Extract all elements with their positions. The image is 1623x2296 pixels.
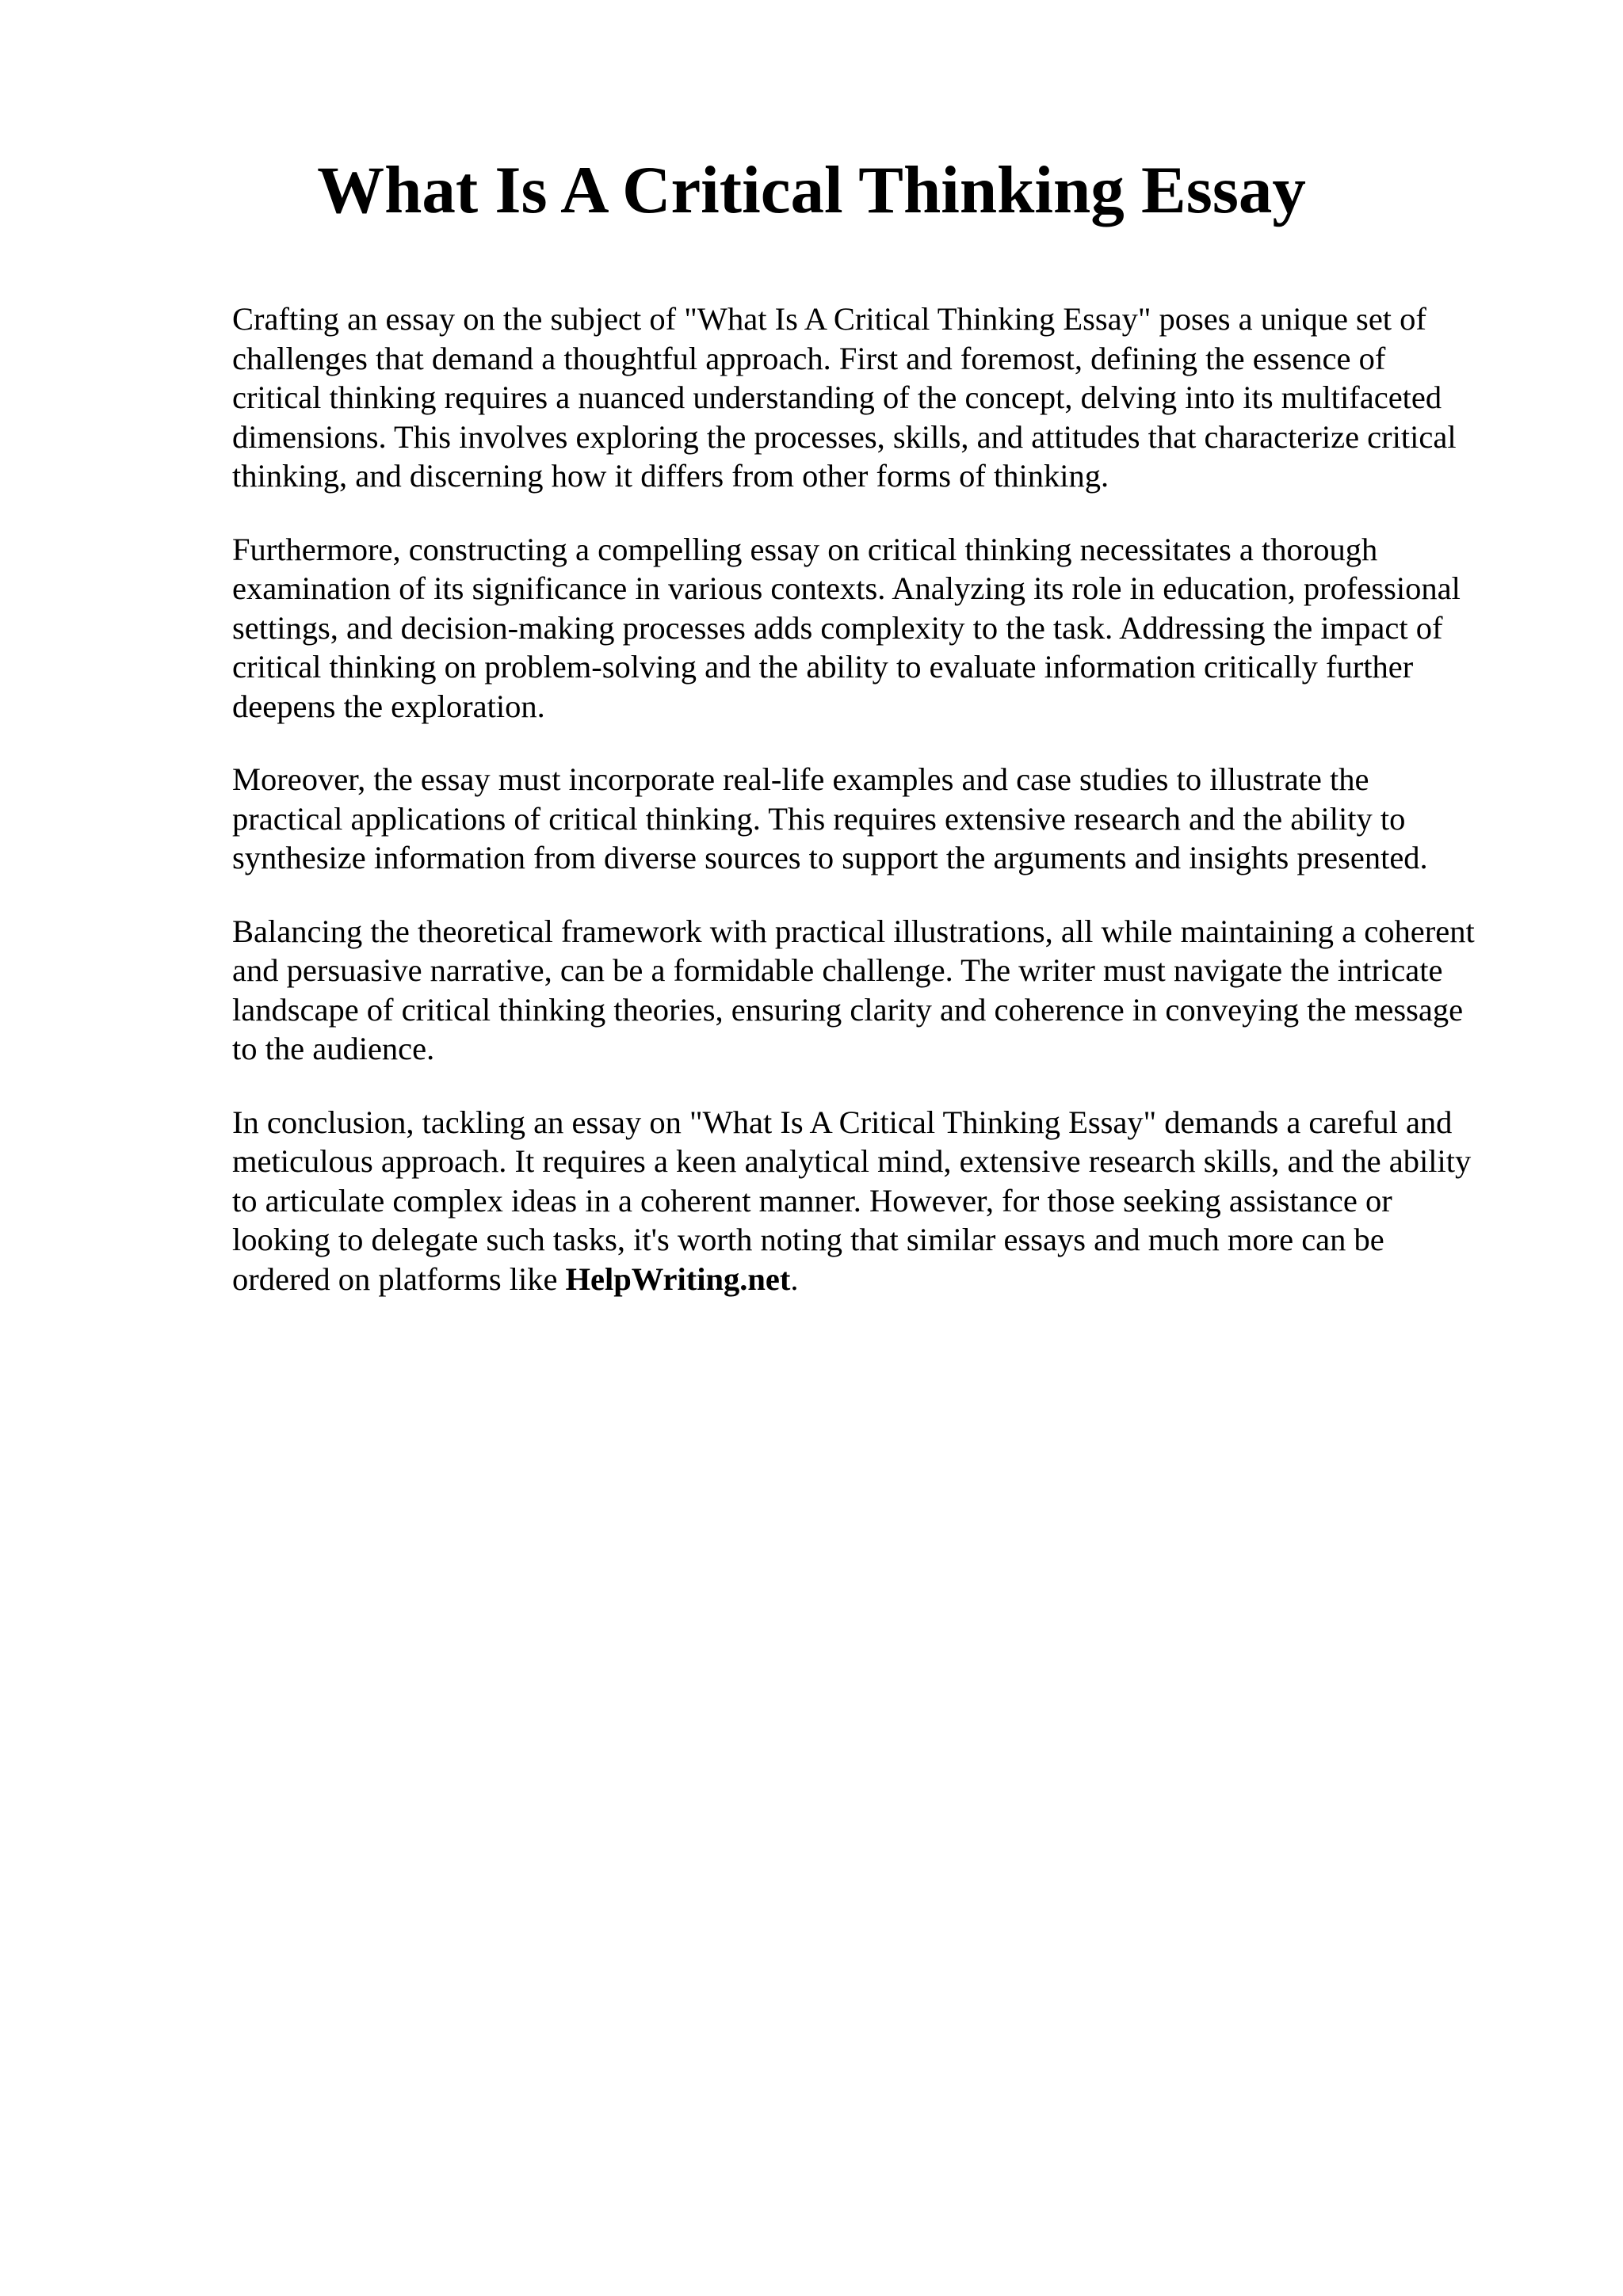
text-line: and persuasive narrative, can be a formidable challenge. The writer must navigate the intricate: [232, 952, 1443, 988]
paragraph-3: [232, 760, 1516, 878]
text-line: settings, and decision-making processes adds complexity to the task. Addressing the impact of: [232, 609, 1443, 646]
text-line: challenges that demand a thoughtful approach. First and foremost, defining the essence of: [232, 340, 1386, 376]
final-line-suffix: .: [790, 1261, 799, 1297]
page-title: What Is A Critical Thinking Essay: [317, 153, 1306, 227]
text-line: to the audience.: [232, 1031, 435, 1066]
final-text-line: [232, 1260, 1516, 1299]
text-line: synthesize information from diverse sources to support the arguments and insights presented.: [232, 840, 1428, 875]
document-body: [232, 299, 1516, 1333]
text-line: deepens the exploration.: [232, 688, 545, 724]
paragraph-1: [232, 299, 1516, 496]
text-line: examination of its significance in various contexts. Analyzing its role in education, professional: [232, 570, 1461, 606]
text-line: Furthermore, constructing a compelling essay on critical thinking necessitates a thorough: [232, 531, 1378, 567]
text-line: meticulous approach. It requires a keen analytical mind, extensive research skills, and the ability: [232, 1143, 1472, 1179]
paragraph-5: [232, 1103, 1516, 1299]
text-line: In conclusion, tackling an essay on "What Is A Critical Thinking Essay" demands a careful and: [232, 1104, 1453, 1140]
text-line: thinking, and discerning how it differs from other forms of thinking.: [232, 458, 1109, 494]
text-line: practical applications of critical thinking. This requires extensive research and the ability to: [232, 800, 1406, 837]
text-line: to articulate complex ideas in a coherent manner. However, for those seeking assistance or: [232, 1182, 1392, 1219]
text-line: looking to delegate such tasks, it's worth noting that similar essays and much more can be: [232, 1222, 1384, 1257]
final-line-prefix: ordered on platforms like: [232, 1261, 558, 1297]
text-line: dimensions. This involves exploring the processes, skills, and attitudes that characterize critical: [232, 418, 1457, 455]
paragraph-2: [232, 530, 1516, 727]
text-line: landscape of critical thinking theories, ensuring clarity and coherence in conveying the message: [232, 991, 1464, 1028]
text-line: critical thinking requires a nuanced understanding of the concept, delving into its multifaceted: [232, 379, 1442, 415]
text-line: critical thinking on problem-solving and the ability to evaluate information critically further: [232, 649, 1414, 685]
helpwriting-link[interactable]: HelpWriting.net: [565, 1261, 791, 1297]
text-line: Moreover, the essay must incorporate real-life examples and case studies to illustrate the: [232, 761, 1369, 797]
text-line: Crafting an essay on the subject of "What Is A Critical Thinking Essay" poses a unique set of: [232, 301, 1426, 337]
paragraph-4: [232, 912, 1516, 1069]
text-line: Balancing the theoretical framework with practical illustrations, all while maintaining a coherent: [232, 913, 1475, 949]
